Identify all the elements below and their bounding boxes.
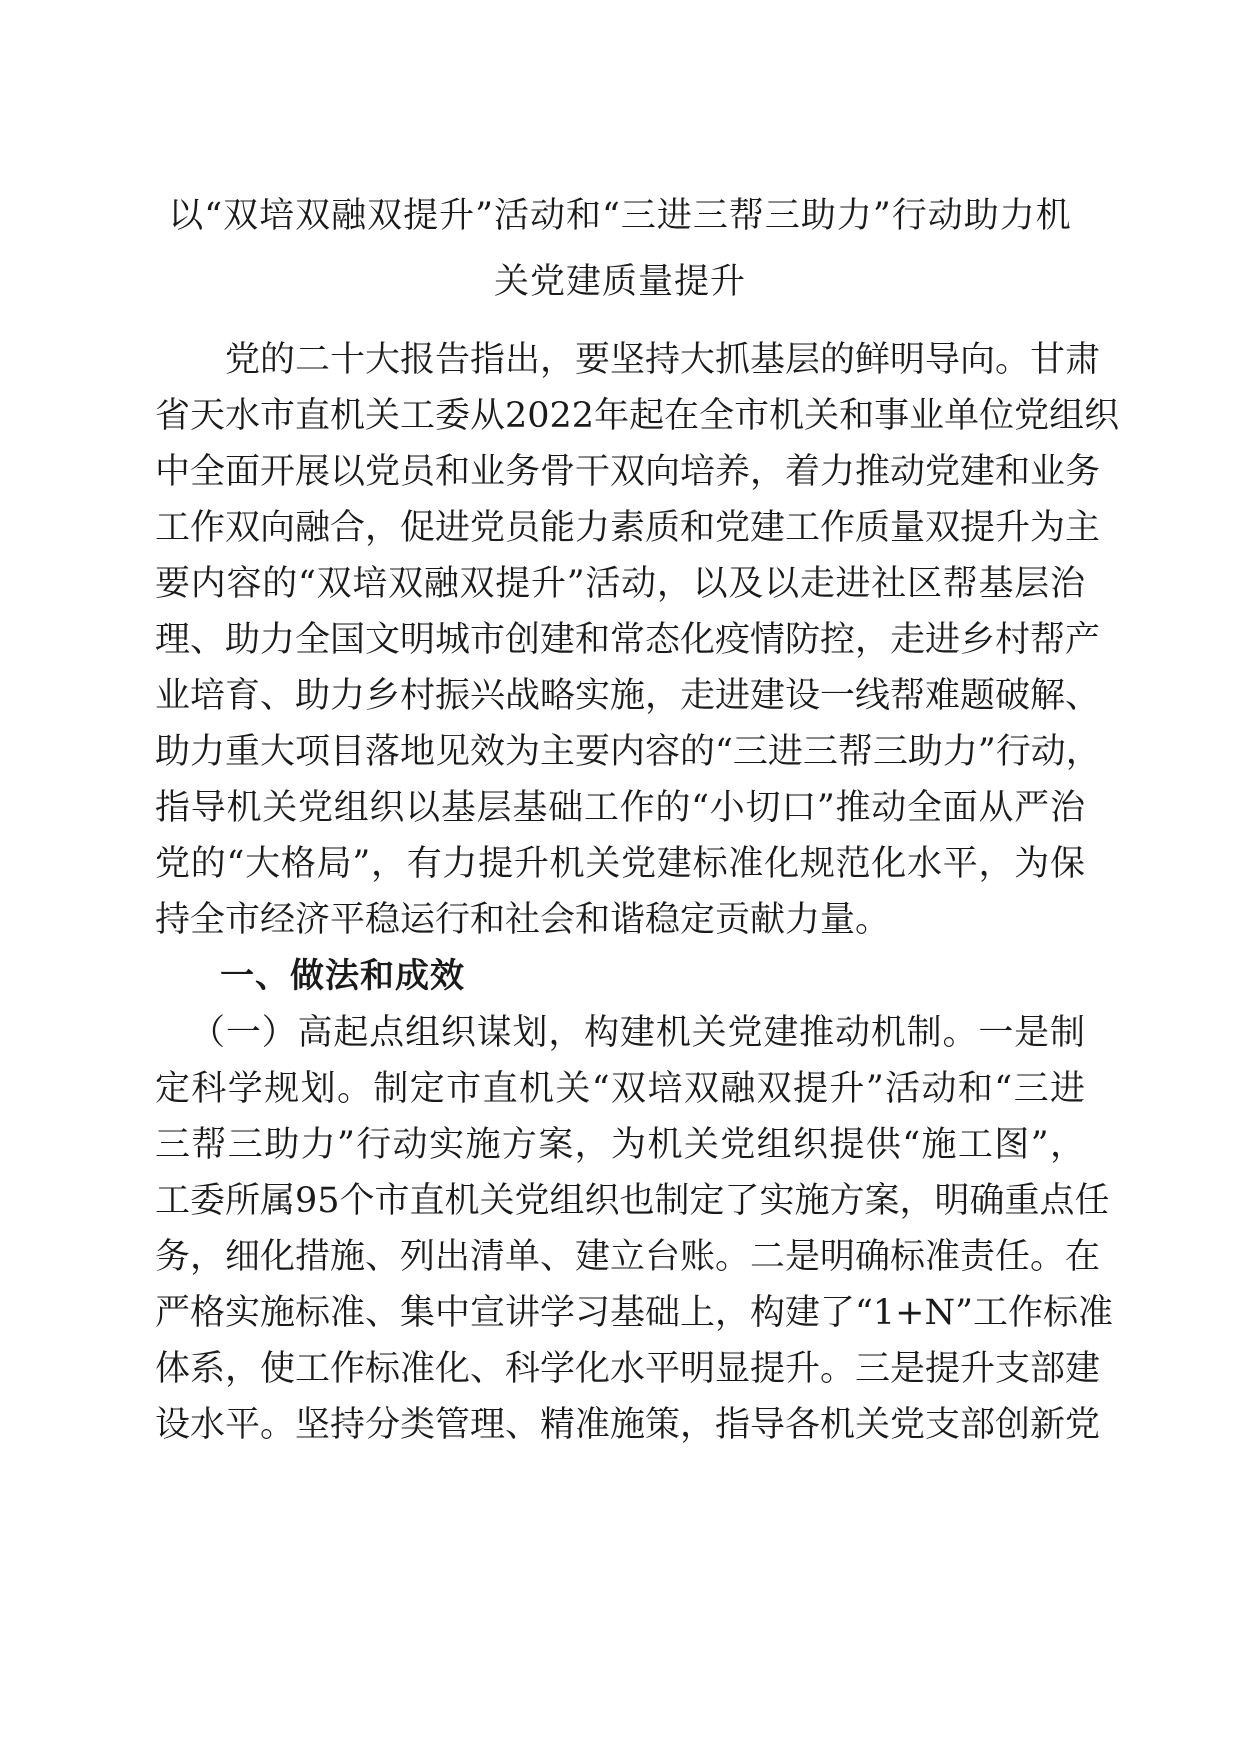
intro-line: 省天水市直机关工委从2022年起在全市机关和事业单位党组织: [155, 396, 1120, 436]
section-line: 务，细化措施、列出清单、建立台账。二是明确标准责任。在: [155, 1237, 1101, 1277]
intro-line: 理、助力全国文明城市创建和常态化疫情防控，走进乡村帮产: [155, 620, 1101, 660]
section-line: 体系，使工作标准化、科学化水平明显提升。三是提升支部建: [155, 1349, 1101, 1389]
section-line: 定科学规划。制定市直机关“双培双融双提升”活动和“三进: [155, 1069, 1085, 1109]
section-line: （一）高起点组织谋划，构建机关党建推动机制。一是制: [190, 1013, 1085, 1053]
section-heading: 一、做法和成效: [220, 956, 465, 996]
document-title-line-2: 关党建质量提升: [493, 262, 746, 302]
intro-line: 持全市经济平稳运行和社会和谐稳定贡献力量。: [155, 900, 891, 940]
intro-line: 党的“大格局”，有力提升机关党建标准化规范化水平，为保: [155, 844, 1085, 884]
intro-line: 助力重大项目落地见效为主要内容的“三进三帮三助力”行动，: [155, 732, 1101, 772]
intro-line: 中全面开展以党员和业务骨干双向培养，着力推动党建和业务: [155, 452, 1101, 492]
intro-line: 指导机关党组织以基层基础工作的“小切口”推动全面从严治: [155, 788, 1085, 828]
section-line: 严格实施标准、集中宣讲学习基础上，构建了“1+N”工作标准: [155, 1293, 1114, 1333]
intro-line: 党的二十大报告指出，要坚持大抓基层的鲜明导向。甘肃: [155, 340, 1101, 380]
section-line: 工委所属95个市直机关党组织也制定了实施方案，明确重点任: [155, 1181, 1110, 1221]
document-title-line-1: 以“双培双融双提升”活动和“三进三帮三助力”行动助力机: [168, 196, 1072, 236]
intro-line: 工作双向融合，促进党员能力素质和党建工作质量双提升为主: [155, 508, 1101, 548]
intro-line: 要内容的“双培双融双提升”活动，以及以走进社区帮基层治: [155, 564, 1085, 604]
section-line: 三帮三助力”行动实施方案，为机关党组织提供“施工图”，: [155, 1125, 1085, 1165]
intro-line: 业培育、助力乡村振兴战略实施，走进建设一线帮难题破解、: [155, 676, 1101, 716]
section-line: 设水平。坚持分类管理、精准施策，指导各机关党支部创新党: [155, 1405, 1101, 1445]
